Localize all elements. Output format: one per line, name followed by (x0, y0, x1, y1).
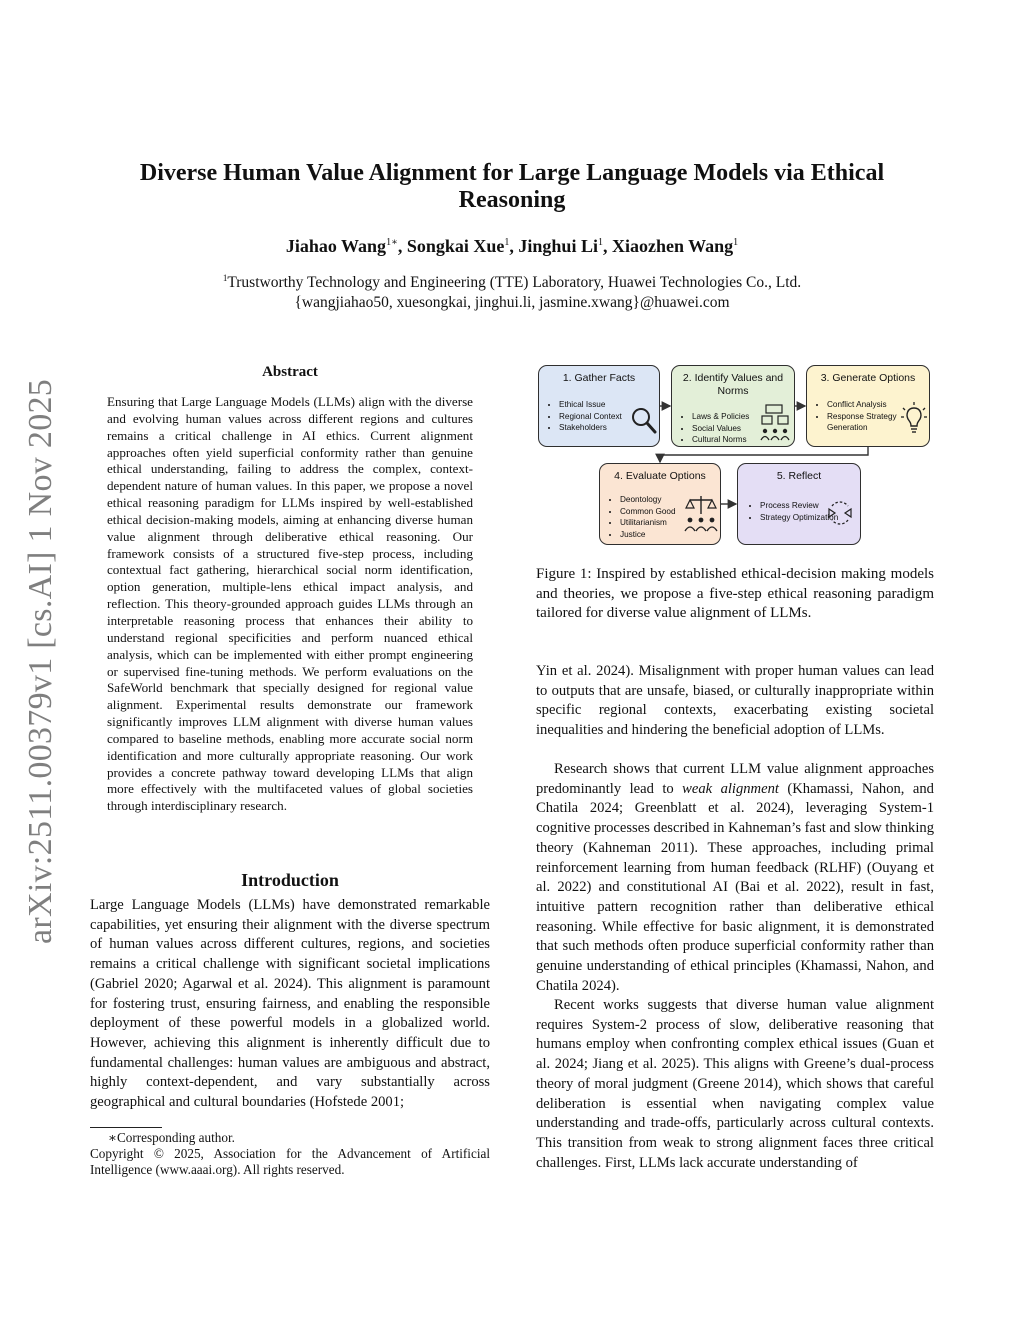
author-name: Jiahao Wang (285, 236, 387, 256)
affiliation-sup: 1 (222, 273, 228, 283)
footnote-copyright: Copyright © 2025, Association for the Advancement of Artificial Intelligence (www.aaai.org). All rights reserved. (90, 1146, 490, 1177)
footnote-rule (90, 1127, 162, 1128)
emphasis-text: weak alignment (682, 780, 779, 797)
affiliation-block (100, 268, 924, 313)
author-list (100, 236, 924, 257)
author-separator: , (397, 236, 407, 256)
step-item: • Strategy Optimization (760, 512, 838, 524)
lightbulb-icon (901, 402, 927, 436)
step-evaluate-options (599, 463, 721, 545)
step-item: • Ethical Issue (559, 399, 622, 411)
step-item: • Utilitarianism (620, 517, 676, 529)
step-title: 3. Generate Options (820, 372, 916, 384)
step-item: • Response Strategy Generation (827, 411, 911, 434)
step-generate-options (806, 365, 930, 447)
author-separator: , (602, 236, 612, 256)
step-item: • Conflict Analysis (827, 399, 911, 411)
cycle-icon (826, 500, 854, 526)
step-items (606, 494, 676, 540)
introduction-text: Large Language Models (LLMs) have demonstrated remarkable capabilities, yet ensuring their alignment with the diverse spectrum of human values across different cultures, regions, and societies remains a critical challenge with significant societal implications (Gabriel 2020; Agarwal et al. 2024). This alignment is paramount for fostering trust, ensuring fairness, and enabling the responsible deployment of these powerful models in a globalized world. However, achieving this alignment is inherently difficult due to fundamental challenges: human values are ambiguous and abstract, highly context-dependent, and vary substantially across geographical and cultural boundaries (Hofstede 2001; (90, 897, 490, 1111)
author-name: Songkai Xue (406, 236, 505, 256)
paper-title: Diverse Human Value Alignment for Large Language Models via Ethical Reasoning (139, 160, 885, 213)
figure-1 (536, 356, 934, 556)
author-sup: 1 (733, 237, 739, 248)
step-gather-facts (538, 365, 660, 447)
abstract-heading: Abstract (262, 364, 318, 380)
scales-people-icon (684, 494, 718, 534)
arrow-3-4 (660, 447, 868, 462)
author-emails: {wangjiahao50, xuesongkai, jinghui.li, jasmine.xwang}@huawei.com (294, 294, 730, 312)
step-item: • Laws & Policies (692, 411, 749, 423)
right-paragraph-3: Recent works suggests that diverse human value alignment requires System-2 process of slow, deliberative reasoning that humans employ when confronting complex ethical issues (Guan et al. 2024; Jiang et al. 2025). This aligns with Greene’s dual-process theory of moral judgment (Greene 2014), which shows that careful deliberation is essential when navigating complex value understanding and trade-offs, particularly across cultural contexts. This transition from weak to strong alignment faces three critical challenges. First, LLMs lack accurate understanding of (536, 997, 934, 1171)
step-items (746, 500, 838, 523)
paragraph-text: (Khamassi, Nahon, and Chatila 2024; Greenblatt et al. 2024), leveraging System-1 cognitive processes described in Kahneman’s fast and slow thinking theory (Kahneman 2011). These approaches, including primal reinforcement learning from human feedback (RLHF) (Ouyang et al. 2022) and constitutional AI (Bai et al. 2022), result in fast, intuitive pattern recognition rather than deliberative ethical reasoning. While effective for basic alignment, it is demonstrated that such methods often produce superficial conformity rather than genuine understanding of ethical principles (Khamassi, Nahon, and Chatila 2024). (536, 780, 934, 994)
step-item: • Common Good (620, 506, 676, 518)
abstract-text: Ensuring that Large Language Models (LLMs) align with the diverse and evolving human values across different regions and cultures remains a critical challenge in AI ethics. Current alignment approaches often yield superficial conformity rather than genuine ethical understanding, failing to address the complex, context-dependent nature of human values. In this paper, we propose a novel ethical reasoning paradigm for LLMs inspired by well-established ethical decision-making models, aiming at enhancing diverse human value alignment through deliberative ethical reasoning. Our framework consists of a structured five-step process, including contextual fact gathering, hierarchical social norm identification, option generation, multiple-lens ethical impact analysis, and reflection. This theory-grounded approach guides LLMs through an interpretable reasoning process that enhances their ability to understand regional specificities and perform nuanced ethical analysis, which can be implemented with either prompt engineering or supervised fine-tuning methods. We perform evaluations on the SafeWorld benchmark that specially designed for regional value alignment. Experimental results demonstrate our framework significantly improves LLM alignment with diverse human values compared to baseline methods, enabling more accurate social norm identification and more culturally appropriate reasoning. Our work provides a concrete pathway toward developing LLMs that align more effectively with the multifaceted values of global societies through interdisciplinary research. (107, 394, 473, 814)
author-name: Jinghui Li (518, 236, 598, 256)
step-reflect (737, 463, 861, 545)
magnifier-icon (631, 406, 657, 436)
step-item: • Social Values (692, 423, 749, 435)
law-people-icon (760, 404, 792, 444)
author-sup: 1∗ (386, 237, 398, 248)
paragraph-text: Research shows that current LLM value alignment approaches predominantly lead to (536, 761, 934, 797)
author-name: Xiaozhen Wang (611, 236, 734, 256)
step-title: 1. Gather Facts (562, 372, 636, 384)
step-title: 2. Identify Values and Norms (682, 372, 784, 397)
step-item: • Cultural Norms (692, 434, 749, 446)
step-items (813, 399, 911, 434)
step-item: • Stakeholders (559, 422, 622, 434)
footnote-corresponding: ∗Corresponding author. (108, 1130, 235, 1145)
step-title: 4. Evaluate Options (614, 470, 706, 482)
right-paragraph-2 (536, 760, 934, 996)
step-identify-values (671, 365, 795, 447)
step-title: 5. Reflect (776, 470, 822, 482)
step-items (545, 399, 622, 434)
author-sup: 1 (597, 237, 603, 248)
step-item: • Regional Context (559, 411, 622, 423)
step-item: • Justice (620, 529, 676, 541)
author-sup: 1 (504, 237, 510, 248)
affiliation: Trustworthy Technology and Engineering (TTE) Laboratory, Huawei Technologies Co., Ltd. (227, 274, 802, 292)
arxiv-stamp: arXiv:2511.00379v1 [cs.AI] 1 Nov 2025 (22, 378, 59, 944)
step-item: • Process Review (760, 500, 838, 512)
figure-caption: Figure 1: Inspired by established ethical-decision making models and theories, we propose a five-step ethical reasoning paradigm tailored for diverse value alignment of LLMs. (536, 566, 934, 622)
right-paragraph-1: Yin et al. 2024). Misalignment with proper human values can lead to outputs that are unsafe, biased, or culturally inappropriate within specific regional contexts, exacerbating existing societal inequalities and hindering the beneficial adoption of LLMs. (536, 663, 934, 739)
author-separator: , (509, 236, 519, 256)
step-item: • Deontology (620, 494, 676, 506)
step-items (678, 411, 749, 446)
introduction-heading: Introduction (241, 870, 339, 890)
